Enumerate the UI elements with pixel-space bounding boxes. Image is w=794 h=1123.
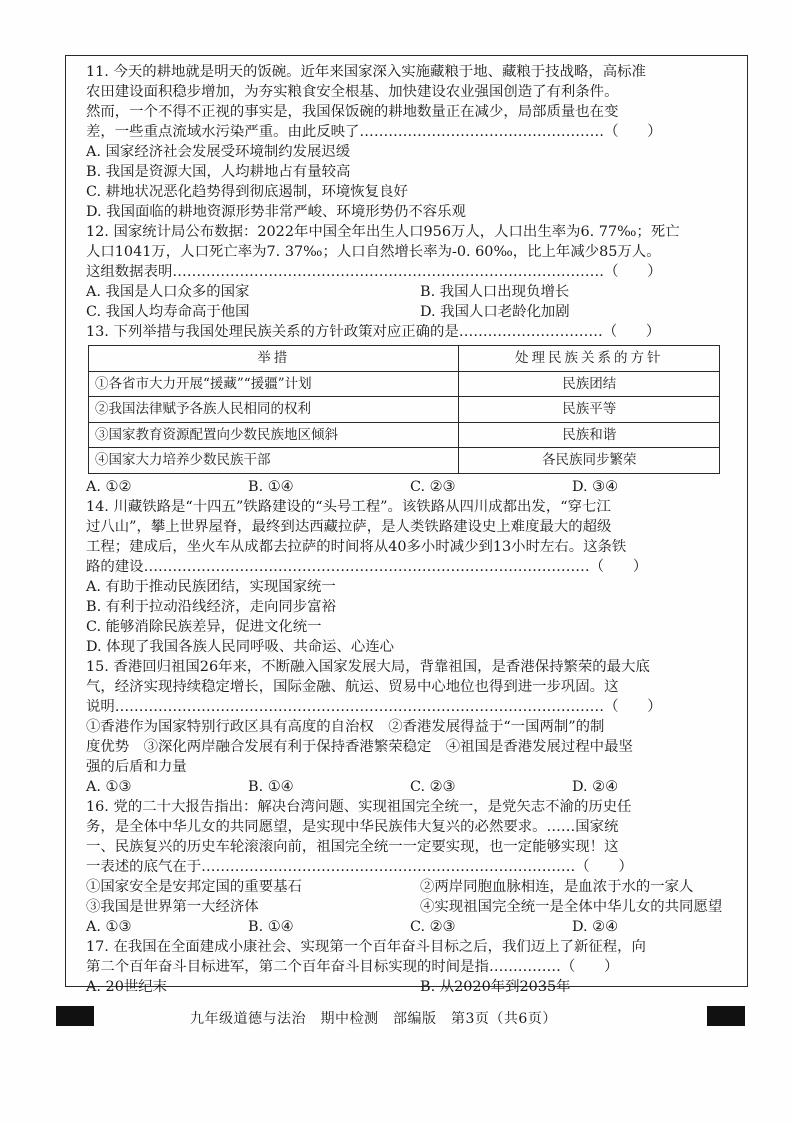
question-12 bbox=[86, 222, 734, 322]
option-b: B. ①④ bbox=[248, 778, 294, 795]
question-line: 15. 香港回归祖国26年来，不断融入国家发展大局，背靠祖国，是香港保持繁荣的最大底 bbox=[86, 658, 650, 675]
option-c: C. ②③ bbox=[410, 918, 456, 935]
table-row bbox=[89, 422, 720, 448]
option-b: B. 有利于拉动沿线经济，走向同步富裕 bbox=[86, 598, 336, 615]
option-c: C. ②③ bbox=[410, 478, 456, 495]
registration-mark-right bbox=[707, 1006, 745, 1026]
question-line: 16. 党的二十大报告指出：解决台湾问题、实现祖国完全统一，是党矢志不渝的历史任 bbox=[86, 798, 632, 815]
option-d: D. 体现了我国各族人民同呼吸、共命运、心连心 bbox=[86, 638, 394, 655]
question-line: 气，经济实现持续稳定增长，国际金融、航运、贸易中心地位也得到进一步巩固。这 bbox=[86, 678, 619, 695]
table-cell: ②我国法律赋予各族人民相同的权利 bbox=[89, 397, 459, 423]
option-a: A. 国家经济社会发展受环境制约发展迟缓 bbox=[86, 144, 351, 160]
question-line: 工程；建成后，坐火车从成都去拉萨的时间将从40多小时减少到13小时左右。这条铁 bbox=[86, 538, 627, 555]
table-cell: 民族团结 bbox=[459, 371, 720, 397]
option-b: B. ①④ bbox=[248, 918, 294, 935]
options-row bbox=[86, 977, 734, 997]
option-b: B. 我国人口出现负增长 bbox=[420, 284, 570, 300]
question-line: 务，是全体中华儿女的共同愿望，是实现中华民族伟大复兴的必然要求。……国家统 bbox=[86, 818, 619, 835]
question-line: 农田建设面积稳步增加，为夯实粮食安全根基、加快建设农业强国创造了有利条件。 bbox=[86, 84, 619, 100]
option-c: C. 能够消除民族差异，促进文化统一 bbox=[86, 618, 322, 635]
question-line: 这组数据表明………………………………………………………………………………（ ） bbox=[86, 264, 662, 280]
question-line: 12. 国家统计局公布数据：2022年中国全年出生人口956万人，人口出生率为6. 77‰；死亡 bbox=[86, 224, 680, 240]
option-c: C. 耕地状况恶化趋势得到彻底遏制，环境恢复良好 bbox=[86, 184, 408, 200]
page-footer: 九年级道德与法治 期中检测 部编版 第3页（共6页） bbox=[190, 1011, 557, 1027]
table-header-row bbox=[89, 346, 720, 372]
question-line: 第二个百年奋斗目标进军，第二个百年奋斗目标实现的时间是指……………（ ） bbox=[86, 958, 619, 975]
statements-row bbox=[86, 877, 734, 897]
table-cell: ③国家教育资源配置向少数民族地区倾斜 bbox=[89, 422, 459, 448]
question-16 bbox=[86, 797, 734, 937]
question-line: 一表述的底气在于……………………………………………………………………（ ） bbox=[86, 858, 633, 875]
table-row bbox=[89, 397, 720, 423]
statement-4: ④实现祖国完全统一是全体中华儿女的共同愿望 bbox=[420, 898, 723, 915]
option-d: D. 我国人口老龄化加剧 bbox=[420, 304, 570, 320]
statement-3: ③我国是世界第一大经济体 bbox=[86, 898, 259, 915]
option-a: A. 有助于推动民族团结，实现国家统一 bbox=[86, 578, 336, 595]
question-line: 然而，一个不得不正视的事实是，我国保饭碗的耕地数量正在减少，局部质量也在变 bbox=[86, 104, 619, 120]
table-row bbox=[89, 448, 720, 474]
question-line: 一、民族复兴的历史车轮滚滚向前，祖国完全统一一定要实现，也一定能够实现！这 bbox=[86, 838, 619, 855]
table-cell: 民族平等 bbox=[459, 397, 720, 423]
option-a: A. ①② bbox=[86, 478, 132, 495]
question-line: 过八山”，攀上世界屋脊，最终到达西藏拉萨，是人类铁路建设史上难度最大的超级 bbox=[86, 518, 612, 535]
table-cell: 民族和谐 bbox=[459, 422, 720, 448]
question-17 bbox=[86, 937, 734, 997]
statements-row bbox=[86, 897, 734, 917]
option-b: B. ①④ bbox=[248, 478, 294, 495]
statement-line: 度优势 ③深化两岸融合发展有利于保持香港繁荣稳定 ④祖国是香港发展过程中最坚 bbox=[86, 738, 633, 755]
options-row bbox=[86, 917, 734, 937]
options-row bbox=[86, 477, 734, 497]
measures-table bbox=[88, 345, 720, 474]
registration-mark-left bbox=[56, 1006, 94, 1026]
option-a: A. 我国是人口众多的国家 bbox=[86, 284, 250, 300]
table-header-cell: 举措 bbox=[89, 346, 459, 372]
option-c: C. 我国人均寿命高于他国 bbox=[86, 304, 250, 320]
question-stem: 13. 下列举措与我国处理民族关系的方针政策对应正确的是…………………………（ ） bbox=[86, 324, 661, 340]
question-line: 14. 川藏铁路是“十四五”铁路建设的“头号工程”。该铁路从四川成都出发，“穿七江 bbox=[86, 498, 611, 515]
option-d: D. ③④ bbox=[572, 478, 618, 495]
question-line: 说明…………………………………………………………………………………………（ ） bbox=[86, 698, 662, 715]
option-b: B. 从2020年到2035年 bbox=[420, 978, 571, 995]
question-line: 11. 今天的耕地就是明天的饭碗。近年来国家深入实施藏粮于地、藏粮于技战略，高标准 bbox=[86, 64, 646, 80]
options-row bbox=[86, 302, 734, 322]
table-cell: 各民族同步繁荣 bbox=[459, 448, 720, 474]
option-a: A. ①③ bbox=[86, 778, 132, 795]
option-c: C. ②③ bbox=[410, 778, 456, 795]
table-cell: ①各省市大力开展“援藏”“援疆”计划 bbox=[89, 371, 459, 397]
option-d: D. ②④ bbox=[572, 778, 618, 795]
statement-line: 强的后盾和力量 bbox=[86, 758, 187, 775]
question-11 bbox=[86, 62, 734, 222]
question-line: 17. 在我国在全面建成小康社会、实现第一个百年奋斗目标之后，我们迈上了新征程，向 bbox=[86, 938, 646, 955]
question-13 bbox=[86, 322, 734, 497]
option-a: A. ①③ bbox=[86, 918, 132, 935]
questions-area bbox=[86, 62, 734, 997]
question-line: 差，一些重点流域水污染严重。由此反映了……………………………………………（ ） bbox=[86, 124, 662, 140]
question-14 bbox=[86, 497, 734, 657]
option-b: B. 我国是资源大国，人均耕地占有量较高 bbox=[86, 164, 351, 180]
option-d: D. 我国面临的耕地资源形势非常严峻、环境形势仍不容乐观 bbox=[86, 204, 466, 220]
options-row bbox=[86, 777, 734, 797]
option-d: D. ②④ bbox=[572, 918, 618, 935]
option-a: A. 20世纪末 bbox=[86, 978, 168, 995]
question-line: 路的建设…………………………………………………………………………………（ ） bbox=[86, 558, 648, 575]
statement-1: ①国家安全是安邦定国的重要基石 bbox=[86, 878, 302, 895]
table-row bbox=[89, 371, 720, 397]
options-row bbox=[86, 282, 734, 302]
question-line: 人口1041万，人口死亡率为7. 37‰；人口自然增长率为-0. 60‰，比上年减少85万人。 bbox=[86, 244, 661, 260]
table-cell: ④国家大力培养少数民族干部 bbox=[89, 448, 459, 474]
question-15 bbox=[86, 657, 734, 797]
statement-2: ②两岸同胞血脉相连，是血浓于水的一家人 bbox=[420, 878, 694, 895]
statement-line: ①香港作为国家特别行政区具有高度的自治权 ②香港发展得益于“一国两制”的制 bbox=[86, 718, 605, 735]
table-header-cell: 处理民族关系的方针 bbox=[459, 346, 720, 372]
